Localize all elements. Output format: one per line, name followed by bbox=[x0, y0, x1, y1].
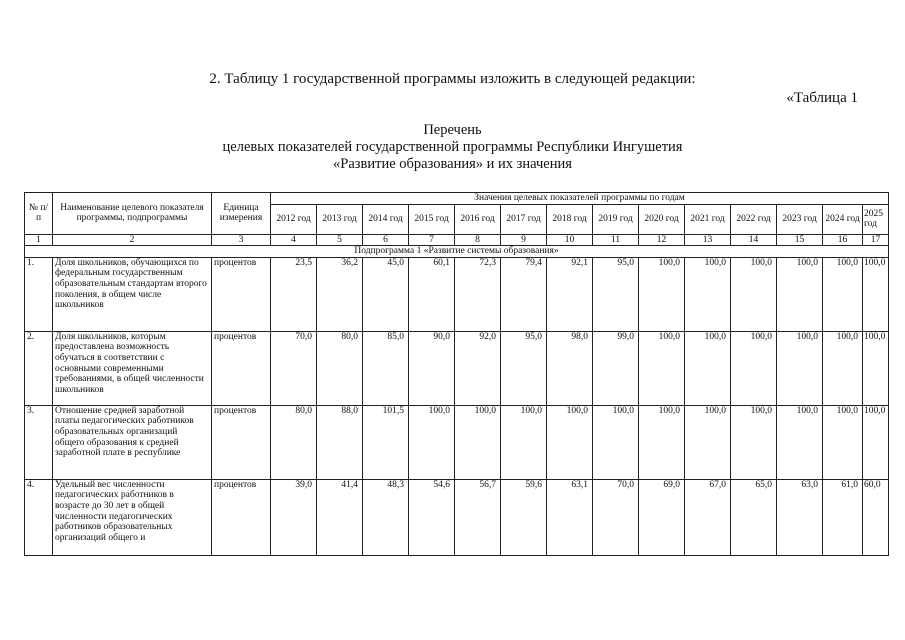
column-number: 5 bbox=[317, 234, 363, 246]
indicator-value: 95,0 bbox=[593, 257, 639, 331]
column-number: 14 bbox=[731, 234, 777, 246]
indicator-value: 100,0 bbox=[547, 405, 593, 479]
table-label: «Таблица 1 bbox=[786, 90, 858, 106]
column-number: 11 bbox=[593, 234, 639, 246]
title-line-1: Перечень bbox=[423, 122, 482, 138]
indicator-value: 69,0 bbox=[639, 479, 685, 555]
column-number: 10 bbox=[547, 234, 593, 246]
indicator-name: Отношение средней заработной платы педагогических работников образовательных организаций общего образования к средней заработной плате в республике bbox=[53, 405, 212, 479]
header-unit: Единица измерения bbox=[212, 193, 271, 235]
indicator-name: Доля школьников, обучающихся по федеральным государственным образовательным стандартам второго поколения, в общем числе школьников bbox=[53, 257, 212, 331]
column-number: 6 bbox=[363, 234, 409, 246]
indicator-value: 72,3 bbox=[455, 257, 501, 331]
indicator-value: 100,0 bbox=[685, 257, 731, 331]
header-year: 2014 год bbox=[363, 204, 409, 234]
header-year: 2019 год bbox=[593, 204, 639, 234]
indicator-value: 100,0 bbox=[639, 405, 685, 479]
indicator-value: 100,0 bbox=[777, 405, 823, 479]
header-year: 2022 год bbox=[731, 204, 777, 234]
indicator-value: 95,0 bbox=[501, 331, 547, 405]
indicator-value: 100,0 bbox=[639, 257, 685, 331]
header-year: 2013 год bbox=[317, 204, 363, 234]
indicator-value: 100,0 bbox=[777, 257, 823, 331]
indicator-value: 92,1 bbox=[547, 257, 593, 331]
indicator-value: 63,0 bbox=[777, 479, 823, 555]
indicator-value: 48,3 bbox=[363, 479, 409, 555]
indicator-value: 61,0 bbox=[823, 479, 863, 555]
row-number: 1. bbox=[25, 257, 53, 331]
indicator-value: 65,0 bbox=[731, 479, 777, 555]
header-year: 2020 год bbox=[639, 204, 685, 234]
subprogram-title: Подпрограмма 1 «Развитие системы образования» bbox=[25, 246, 889, 258]
column-number: 15 bbox=[777, 234, 823, 246]
indicator-value: 100,0 bbox=[501, 405, 547, 479]
indicator-value: 92,0 bbox=[455, 331, 501, 405]
title-line-3: «Развитие образования» и их значения bbox=[333, 156, 572, 172]
indicator-value: 100,0 bbox=[823, 405, 863, 479]
indicator-value: 59,6 bbox=[501, 479, 547, 555]
indicator-value: 100,0 bbox=[863, 405, 889, 479]
indicator-unit: процентов bbox=[212, 479, 271, 555]
header-year: 2021 год bbox=[685, 204, 731, 234]
header-year: 2015 год bbox=[409, 204, 455, 234]
column-number: 13 bbox=[685, 234, 731, 246]
title-line-2: целевых показателей государственной программы Республики Ингушетия bbox=[222, 139, 683, 155]
indicator-value: 41,4 bbox=[317, 479, 363, 555]
indicators-table bbox=[24, 192, 889, 556]
indicator-unit: процентов bbox=[212, 405, 271, 479]
row-number: 3. bbox=[25, 405, 53, 479]
column-number: 7 bbox=[409, 234, 455, 246]
header-year: 2024 год bbox=[823, 204, 863, 234]
indicator-value: 100,0 bbox=[731, 331, 777, 405]
indicator-value: 99,0 bbox=[593, 331, 639, 405]
table-row bbox=[25, 405, 889, 479]
row-number: 4. bbox=[25, 479, 53, 555]
indicator-value: 100,0 bbox=[731, 405, 777, 479]
indicator-value: 60,0 bbox=[863, 479, 889, 555]
header-year: 2018 год bbox=[547, 204, 593, 234]
table-title bbox=[0, 122, 905, 173]
column-number: 2 bbox=[53, 234, 212, 246]
indicator-value: 85,0 bbox=[363, 331, 409, 405]
indicator-value: 54,6 bbox=[409, 479, 455, 555]
indicator-value: 100,0 bbox=[823, 331, 863, 405]
indicator-value: 80,0 bbox=[317, 331, 363, 405]
indicator-value: 63,1 bbox=[547, 479, 593, 555]
indicator-value: 100,0 bbox=[731, 257, 777, 331]
table-row bbox=[25, 331, 889, 405]
column-number: 8 bbox=[455, 234, 501, 246]
indicator-value: 36,2 bbox=[317, 257, 363, 331]
header-year: 2025 год bbox=[863, 204, 889, 234]
indicator-value: 39,0 bbox=[271, 479, 317, 555]
header-values-group: Значения целевых показателей программы по годам bbox=[271, 193, 889, 205]
header-year: 2012 год bbox=[271, 204, 317, 234]
column-number: 3 bbox=[212, 234, 271, 246]
indicator-value: 67,0 bbox=[685, 479, 731, 555]
header-name: Наименование целевого показателя программы, подпрограммы bbox=[53, 193, 212, 235]
indicator-value: 70,0 bbox=[593, 479, 639, 555]
column-number: 9 bbox=[501, 234, 547, 246]
indicator-value: 100,0 bbox=[685, 405, 731, 479]
indicator-name: Удельный вес численности педагогических работников в возрасте до 30 лет в общей численности педагогических работников образовательных организаций общего и bbox=[53, 479, 212, 555]
indicator-value: 23,5 bbox=[271, 257, 317, 331]
indicator-value: 56,7 bbox=[455, 479, 501, 555]
column-number: 17 bbox=[863, 234, 889, 246]
indicator-value: 100,0 bbox=[777, 331, 823, 405]
row-number: 2. bbox=[25, 331, 53, 405]
column-number: 4 bbox=[271, 234, 317, 246]
indicator-value: 100,0 bbox=[823, 257, 863, 331]
indicator-value: 79,4 bbox=[501, 257, 547, 331]
indicator-unit: процентов bbox=[212, 331, 271, 405]
indicator-value: 80,0 bbox=[271, 405, 317, 479]
indicator-value: 100,0 bbox=[639, 331, 685, 405]
indicator-value: 100,0 bbox=[863, 257, 889, 331]
header-num: № п/п bbox=[25, 193, 53, 235]
header-year: 2017 год bbox=[501, 204, 547, 234]
indicator-value: 100,0 bbox=[455, 405, 501, 479]
indicator-value: 100,0 bbox=[409, 405, 455, 479]
indicator-value: 101,5 bbox=[363, 405, 409, 479]
indicator-value: 100,0 bbox=[685, 331, 731, 405]
table-row bbox=[25, 479, 889, 555]
indicator-value: 45,0 bbox=[363, 257, 409, 331]
table-row bbox=[25, 257, 889, 331]
indicator-value: 100,0 bbox=[593, 405, 639, 479]
column-number: 1 bbox=[25, 234, 53, 246]
column-numbers-row bbox=[25, 234, 889, 246]
indicator-value: 98,0 bbox=[547, 331, 593, 405]
indicator-value: 88,0 bbox=[317, 405, 363, 479]
indicator-value: 100,0 bbox=[863, 331, 889, 405]
indicator-value: 60,1 bbox=[409, 257, 455, 331]
indicator-name: Доля школьников, которым предоставлена возможность обучаться в соответствии с основными современными требованиями, в общей численности школьников bbox=[53, 331, 212, 405]
column-number: 12 bbox=[639, 234, 685, 246]
indicator-value: 90,0 bbox=[409, 331, 455, 405]
subprogram-row bbox=[25, 246, 889, 258]
column-number: 16 bbox=[823, 234, 863, 246]
indicator-value: 70,0 bbox=[271, 331, 317, 405]
indicator-unit: процентов bbox=[212, 257, 271, 331]
header-year: 2016 год bbox=[455, 204, 501, 234]
header-year: 2023 год bbox=[777, 204, 823, 234]
intro-text: 2. Таблицу 1 государственной программы изложить в следующей редакции: bbox=[209, 71, 696, 87]
